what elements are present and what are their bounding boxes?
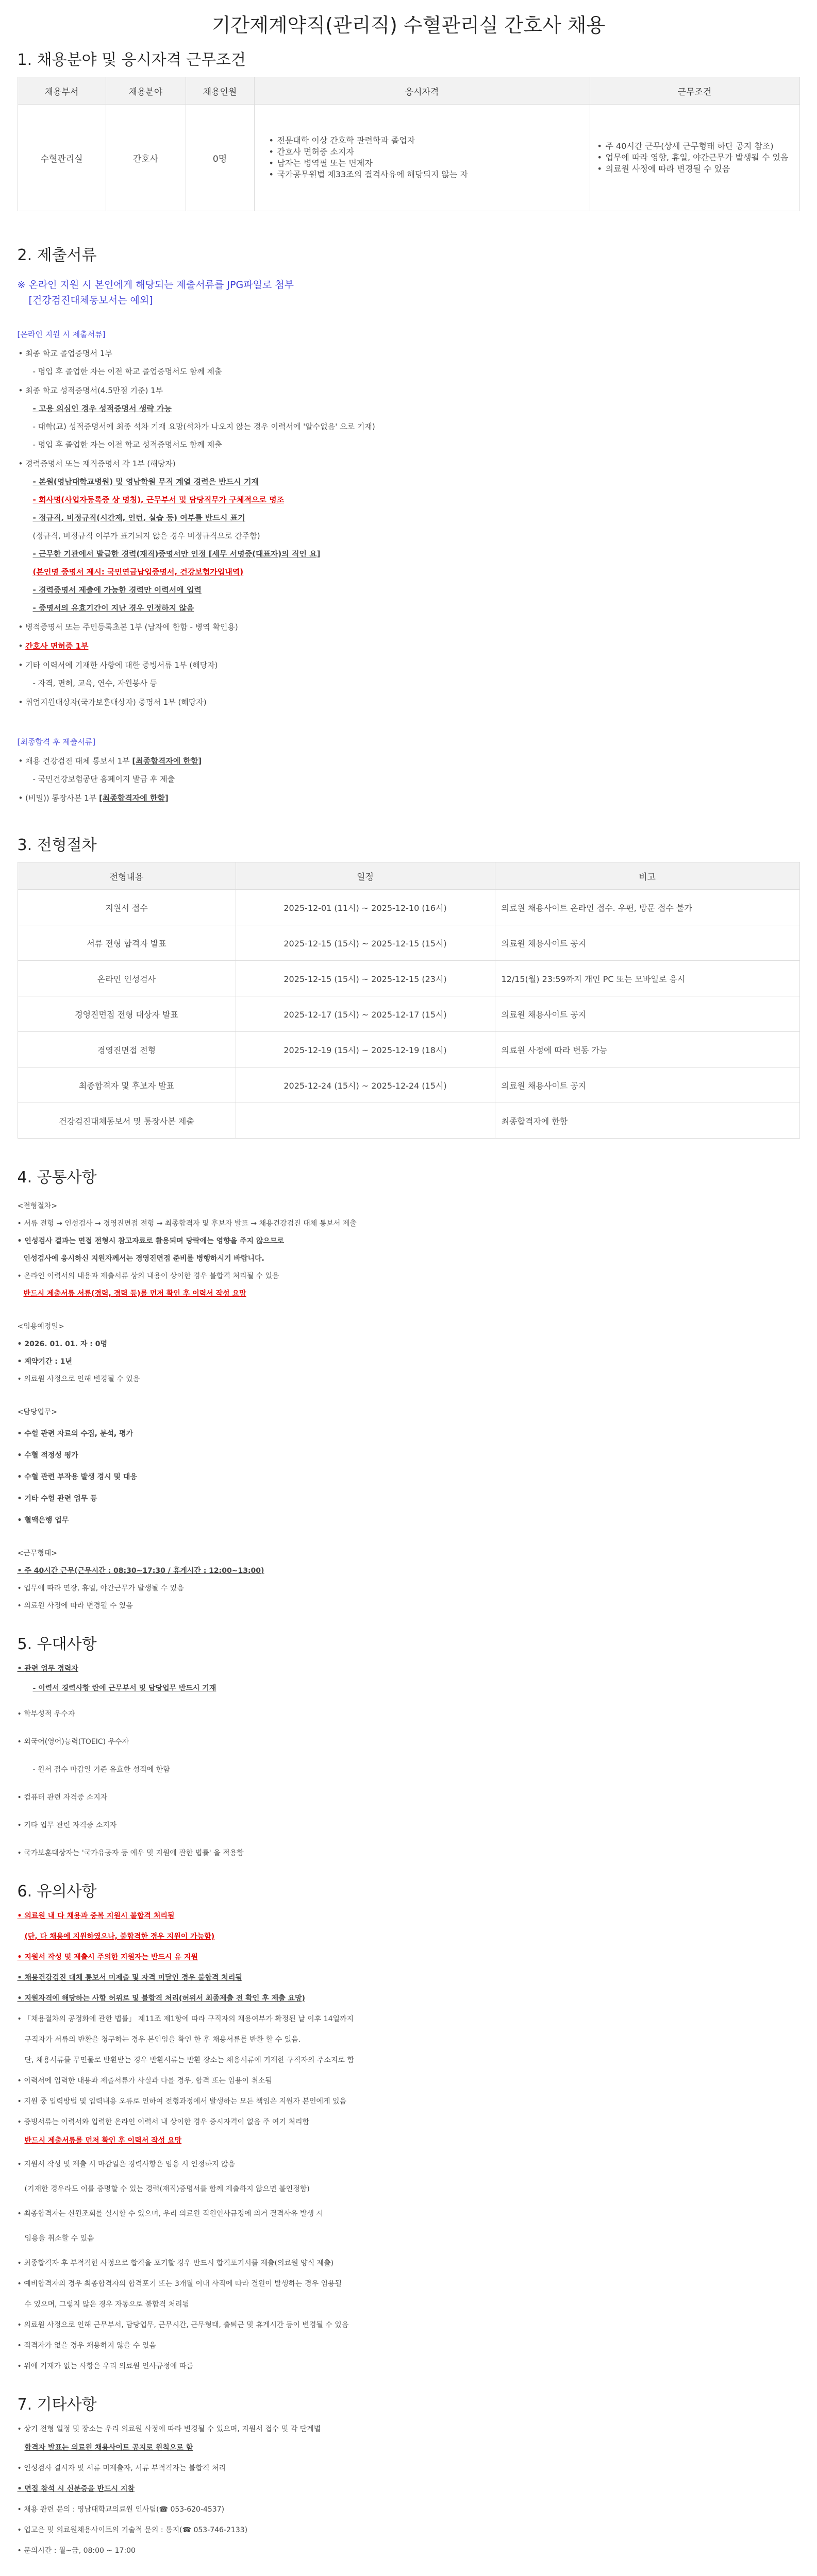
cell-date: [236, 1103, 495, 1139]
cell-note: 의료원 채용사이트 공지: [495, 996, 799, 1032]
page: [18, 0, 800, 2555]
list-item: • 기타 수혈 관련 업무 등: [17, 1495, 97, 1503]
preference-list: [18, 1663, 800, 1858]
cell-step: 온라인 인성검사: [18, 961, 236, 996]
list-subitem: 임용을 취소할 수 있음: [24, 2234, 94, 2243]
cell-note: 의료원 채용사이트 공지: [495, 925, 799, 961]
etc-list: [18, 2424, 800, 2555]
cell-step: 건강검진대체동보서 및 통장사본 제출: [18, 1103, 236, 1139]
cell-date: 2025-12-15 (15시) ~ 2025-12-15 (23시): [236, 961, 495, 996]
final-docs-list: [18, 755, 800, 803]
list-subitem: 반드시 제출서류를 먼저 확인 후 이력서 작성 요망: [24, 2137, 182, 2145]
list-item: • 외국어(영어)능력(TOEIC) 우수자: [17, 1738, 129, 1746]
cell-note: 의료원 채용사이트 공지: [495, 1067, 799, 1103]
list-subitem: (정규직, 비정규직 여부가 표기되지 않은 경우 비정규직으로 간주함): [32, 531, 260, 540]
section-process: [18, 832, 800, 1139]
list-subitem: 수 있으며, 그렇지 않은 경우 자동으로 불합격 처리됨: [24, 2300, 190, 2309]
list-item: • 최종 학교 성적증명서(4.5만점 기준) 1부: [18, 386, 163, 395]
list-item: • 병적증명서 또는 주민등록초본 1부 (남자에 한함 - 병역 확인용): [18, 622, 238, 632]
list-item: • 서류 전형 → 인성검사 → 경영진면접 전형 → 최종합격자 및 후보자 발표 → 채용건강검진 대체 통보서 제출: [17, 1219, 357, 1228]
list-item: • 증빙서류는 이력서와 입력한 온라인 이력서 내 상이한 경우 증시자격이 없음 주 여기 처리함: [17, 2118, 310, 2126]
list-subitem: - 증명서의 유효기간이 지난 경우 인정하지 않음: [32, 603, 194, 613]
list-subitem: - 원서 접수 마감일 기준 유효한 성적에 한함: [32, 1766, 170, 1774]
list-item: • 의료원 사정에 따라 변경될 수 있음: [596, 163, 793, 175]
notice-text: ※ 온라인 지원 시 본인에게 해당되는 제출서류를 JPG파일로 첨부: [17, 279, 294, 291]
list-subitem: - 정규직, 비정규직(시간제, 인턴, 실습 등) 여부를 반드시 표기: [32, 513, 245, 522]
table-row: [18, 1067, 799, 1103]
online-docs-list: [18, 348, 800, 707]
list-subitem: (단, 다 채용에 지원하였으나, 불합격한 경우 지원이 가능함): [24, 1933, 215, 1941]
table-row: [18, 1032, 799, 1067]
cell-note: 의료원 채용사이트 온라인 접수. 우편, 방문 접수 불가: [495, 890, 799, 925]
list-item: • 업고은 및 의료원채용사이트의 기술적 문의 : 통지(☎ 053-746-2133): [17, 2526, 248, 2534]
column-header: 전형내용: [18, 862, 236, 890]
column-header: 채용부서: [18, 77, 106, 105]
list-item: • 온라인 이력서의 내용과 제출서류 상의 내용이 상이한 경우 불합격 처리될 수 있음: [17, 1272, 279, 1280]
list-subitem: 단, 채용서류를 무면물로 반환받는 경우 반환서류는 반환 장소는 채용서류에 기재한 구직자의 주소지로 함: [24, 2056, 354, 2064]
list-item: • 지원자격에 해당하는 사항 허위로 및 불합격 처리(허위서 최종제출 전 확인 후 제출 요망): [17, 1994, 305, 2003]
list-item: • 주 40시간 근무(상세 근무형태 하단 공지 참조): [596, 141, 793, 152]
list-item: • 국가공무원법 제33조의 결격사유에 해당되지 않는 자: [268, 169, 583, 180]
table-row: [18, 961, 799, 996]
list-item: • 업무에 따라 연장, 휴일, 야간근무가 발생될 수 있음: [17, 1584, 184, 1592]
item-text: (비밀)) 통장사본 1부: [25, 793, 99, 803]
list-item: • 예비합격자의 경우 최종합격자의 합격포기 또는 3개월 이내 사직에 따라 결원이 발생하는 경우 임용될: [17, 2280, 342, 2288]
list-item: • 혈액은행 업무: [17, 1516, 69, 1524]
column-header: 비고: [495, 862, 799, 890]
notice-text: [건강검진대체동보서는 예외]: [28, 295, 153, 306]
list-item: • 간호사 면허증 1부: [18, 641, 89, 651]
section-common: [18, 1164, 800, 1611]
list-item: • 남자는 병역필 또는 면제자: [268, 158, 583, 169]
list-item: • 의료원 내 다 채용과 중복 지원시 불합격 처리됨: [17, 1912, 175, 1920]
cell-date: 2025-12-19 (15시) ~ 2025-12-19 (18시): [236, 1032, 495, 1067]
list-item: • 계약기간 : 1년: [17, 1358, 73, 1366]
list-item: • 채용 관련 문의 : 영남대학교의료원 인사팀(☎ 053-620-4537): [17, 2505, 225, 2514]
list-subitem: - 고용 의심인 경우 성적증명서 생략 가능: [32, 404, 172, 413]
list-item: • 채용 건강검진 대체 통보서 1부 [최종합격자에 한함]: [18, 756, 202, 766]
online-docs-header: [온라인 지원 시 제출서류]: [17, 330, 106, 339]
list-subitem: 구직자가 서류의 반환을 청구하는 경우 본인임을 확인 한 후 채용서류를 반환 할 수 있음.: [24, 2036, 301, 2044]
cell-step: 최종합격자 및 후보자 발표: [18, 1067, 236, 1103]
page-title: 기간제계약직(관리직) 수혈관리실 간호사 채용: [211, 14, 606, 37]
cell-date: 2025-12-24 (15시) ~ 2025-12-24 (15시): [236, 1067, 495, 1103]
upload-notice: [18, 277, 800, 308]
list-item: • 지원서 작성 및 제출 시 마감일은 경력사항은 임용 시 인정하지 않음: [17, 2160, 235, 2168]
process-table: [18, 862, 800, 1139]
recruit-table: [18, 77, 800, 211]
table-row: [18, 1103, 799, 1139]
list-item: • 컴퓨터 관련 자격증 소지자: [17, 1793, 108, 1802]
section-heading: 7. 기타사항: [17, 2396, 97, 2414]
item-note: [최종합격자에 한함]: [132, 756, 202, 766]
section-heading: 1. 채용분야 및 응시자격 근무조건: [17, 51, 246, 69]
item-text: 채용 건강검진 대체 통보서 1부: [25, 756, 132, 766]
cell-step: 서류 전형 합격자 발표: [18, 925, 236, 961]
table-row: [18, 105, 799, 211]
group-process: [18, 1200, 800, 1298]
list-subitem: - 경력증명서 제출에 가능한 경력만 이력서에 입력: [32, 585, 202, 595]
list-item: • 2026. 01. 01. 자 : 0명: [17, 1340, 107, 1348]
table-header-row: [18, 77, 799, 105]
group-start-date: [18, 1321, 800, 1384]
section-heading: 2. 제출서류: [17, 246, 97, 264]
cell-step: 경영진면접 전형: [18, 1032, 236, 1067]
list-item: • 전문대학 이상 간호학 관련학과 졸업자: [268, 135, 583, 146]
cell-note: 12/15(월) 23:59까지 개인 PC 또는 모바일로 응시: [495, 961, 799, 996]
section-documents: [18, 242, 800, 803]
list-item: • 이력서에 입력한 내용과 제출서류가 사실과 다를 경우, 합격 또는 임용이 취소됨: [17, 2077, 272, 2085]
final-docs-header: [최종합격 후 제출서류]: [17, 737, 96, 747]
cell-date: 2025-12-15 (15시) ~ 2025-12-15 (15시): [236, 925, 495, 961]
cell-step: 경영진면접 전형 대상자 발표: [18, 996, 236, 1032]
list-item: • 학부성적 우수자: [17, 1710, 75, 1718]
list-item: • 상기 전형 일정 및 장소는 우리 의료원 사정에 따라 변경될 수 있으며, 지원서 접수 및 각 단계별: [17, 2425, 321, 2433]
list-subitem: - 대학(교) 성적증명서에 최종 석차 기재 요망(석차가 나오지 않는 경우 이력서에 '알수없음' 으로 기재): [32, 422, 375, 431]
group-duties: [18, 1406, 800, 1525]
section-cautions: [18, 1878, 800, 2371]
cell-date: 2025-12-01 (11시) ~ 2025-12-10 (16시): [236, 890, 495, 925]
list-item: • 주 40시간 근무(근무시간 : 08:30~17:30 / 휴게시간 : 12:00~13:00): [17, 1567, 264, 1575]
item-text: 최종 학교 졸업증명서 1부: [25, 349, 112, 358]
list-item: • 문의시간 : 월~금, 08:00 ~ 17:00: [17, 2547, 136, 2555]
group-header: <임용예정일>: [17, 1323, 64, 1331]
list-item: • 기타 업무 관련 자격증 소지자: [17, 1821, 117, 1829]
list-item: • 지원 중 입력방법 및 입력내용 오류로 인하여 전형과정에서 발생하는 모든 책임은 지원자 본인에게 있음: [17, 2097, 347, 2106]
list-item: • 인성검사 결시자 및 서류 미제출자, 서류 부적격자는 불합격 처리: [17, 2464, 226, 2472]
list-item: • 적격자가 없을 경우 채용하지 않을 수 있음: [17, 2342, 156, 2350]
list-item: • 수혈 관련 자료의 수집, 분석, 평가: [17, 1430, 134, 1438]
list-item: • 최종합격자 후 부적격한 사정으로 합격을 포기할 경우 반드시 합격포기서를 제출(의료원 양식 제출): [17, 2259, 334, 2267]
list-subitem: 합격자 발표는 의료원 채용사이트 공지로 원칙으로 함: [24, 2444, 193, 2452]
list-item: • 수혈 적정성 평가: [17, 1451, 78, 1460]
table-row: [18, 890, 799, 925]
list-item: • (비밀)) 통장사본 1부 [최종합격자에 한함]: [18, 793, 169, 803]
column-header: 근무조건: [590, 77, 799, 105]
item-text: 최종 학교 성적증명서(4.5만점 기준) 1부: [25, 386, 163, 395]
list-item: • 경력증명서 또는 재직증명서 각 1부 (해당자): [18, 459, 176, 468]
list-item: • 의료원 사정으로 인해 변경될 수 있음: [17, 1375, 140, 1383]
section-recruit-field: [18, 47, 800, 211]
group-header: <근무형태>: [17, 1549, 58, 1557]
list-item: • 수혈 관련 부작용 발생 경시 및 대응: [17, 1473, 137, 1481]
list-subitem: (기재한 경우라도 이를 증명할 수 있는 경력(재직)증명서를 함께 제출하지 않으면 불인정함): [24, 2185, 310, 2193]
group-header: <담당업무>: [17, 1408, 58, 1416]
cell-note: 의료원 사정에 따라 변동 가능: [495, 1032, 799, 1067]
cell-step: 지원서 접수: [18, 890, 236, 925]
list-item: • 「채용절차의 공정화에 관한 법률」 제11조 제1항에 따라 구직자의 채용여부가 확정된 날 이후 14일까지: [17, 2015, 354, 2023]
list-item: • 취업지원대상자(국가보훈대상자) 증명서 1부 (해당자): [18, 698, 207, 707]
list-item: • 업무에 따라 영향, 휴일, 야간근무가 발생될 수 있음: [596, 152, 793, 163]
list-item: 반드시 제출서류 서류(경력, 경력 등)를 먼저 확인 후 이력서 작성 요망: [23, 1290, 246, 1298]
list-subitem: - 회사명(사업자등록증 상 명칭), 근무부서 및 담당직무가 구체적으로 명조: [32, 495, 285, 504]
cell-count: 0명: [186, 105, 254, 211]
cell-qualifications: [254, 105, 590, 211]
table-row: [18, 996, 799, 1032]
list-subitem: (본인명 증명서 제시: 국민연금납입증명서, 건강보험가입내역): [32, 567, 244, 577]
section-etc: [18, 2392, 800, 2555]
item-text: 취업지원대상자(국가보훈대상자) 증명서 1부 (해당자): [25, 698, 207, 707]
group-header: <전형절차>: [17, 1202, 58, 1210]
section-heading: 5. 우대사항: [17, 1635, 97, 1653]
group-work-type: [18, 1548, 800, 1611]
cell-note: 최종합격자에 한함: [495, 1103, 799, 1139]
list-item: • 최종합격자는 신원조회를 실시할 수 있으며, 우리 의료원 직원인사규정에 의거 결격사유 발생 시: [17, 2210, 324, 2218]
list-item: • 최종 학교 졸업증명서 1부: [18, 349, 112, 358]
section-heading: 6. 유의사항: [17, 1883, 97, 1901]
column-header: 채용분야: [106, 77, 186, 105]
list-subitem: - 근무한 기관에서 발급한 경력(재직)증명서만 인정 [세무 서명증(대표자)의 직인 요]: [32, 549, 321, 558]
list-subitem: - 이력서 경력사항 란에 근무부서 및 담당업무 반드시 기재: [32, 1684, 216, 1692]
cell-field: 간호사: [106, 105, 186, 211]
section-heading: 4. 공통사항: [17, 1168, 97, 1187]
list-item: • 의료원 사정으로 인해 근무부서, 담당업무, 근무시간, 근무형태, 출퇴근 및 휴게시간 등이 변경될 수 있음: [17, 2321, 349, 2329]
list-item: • 면접 참석 시 신분증을 반드시 지참: [17, 2485, 135, 2493]
list-subitem: - 명입 후 졸업한 자는 이전 학교 졸업증명서도 함께 제출: [32, 367, 222, 376]
cautions-list: [18, 1910, 800, 2371]
column-header: 응시자격: [254, 77, 590, 105]
cell-date: 2025-12-17 (15시) ~ 2025-12-17 (15시): [236, 996, 495, 1032]
list-subitem: - 명입 후 졸업한 자는 이전 학교 성적증명서도 함께 제출: [32, 440, 222, 449]
list-item: • 의료원 사정에 따라 변경될 수 있음: [17, 1602, 133, 1610]
column-header: 채용인원: [186, 77, 254, 105]
list-item: • 관련 업무 경력자: [17, 1665, 78, 1673]
list-item: • 국가보훈대상자는 '국가유공자 등 예우 및 지원에 관한 법률' 을 적용함: [17, 1849, 244, 1857]
list-subitem: - 본원(영남대학교병원) 및 영남학원 무직 계열 경력은 반드시 기재: [32, 477, 259, 486]
list-item: 인성검사에 응시하신 지원자께서는 경영진면접 준비를 병행하시기 바랍니다.: [23, 1255, 264, 1263]
list-item: • 지원서 작성 및 제출시 주의한 지원자는 반드시 유 지원: [17, 1953, 198, 1961]
table-header-row: [18, 862, 799, 890]
item-text: 병적증명서 또는 주민등록초본 1부 (남자에 한함 - 병역 확인용): [25, 622, 238, 632]
item-note: [최종합격자에 한함]: [98, 793, 169, 803]
list-subitem: - 국민건강보험공단 홈페이지 발급 후 제출: [32, 774, 175, 784]
cell-dept: 수혈관리실: [18, 105, 106, 211]
list-item: • 위에 기재가 없는 사항은 우리 의료원 인사규정에 따름: [17, 2362, 193, 2370]
list-item: • 간호사 면허증 소지자: [268, 146, 583, 158]
section-heading: 3. 전형절차: [17, 836, 97, 854]
list-item: • 기타 이력서에 기재한 사항에 대한 증빙서류 1부 (해당자): [18, 660, 218, 670]
list-item: • 인성검사 결과는 면접 전형시 참고자료로 활용되며 당락에는 영향을 주지 않으므로: [17, 1237, 285, 1245]
column-header: 일정: [236, 862, 495, 890]
item-text: 간호사 면허증 1부: [25, 641, 89, 651]
item-text: 경력증명서 또는 재직증명서 각 1부 (해당자): [25, 459, 176, 468]
item-text: 기타 이력서에 기재한 사항에 대한 증빙서류 1부 (해당자): [25, 660, 218, 670]
table-row: [18, 925, 799, 961]
cell-conditions: [590, 105, 799, 211]
list-subitem: - 자격, 면허, 교육, 연수, 자원봉사 등: [32, 679, 157, 688]
list-item: • 채용건강검진 대체 통보서 미제출 및 자격 미달인 경우 불합격 처리됨: [17, 1974, 242, 1982]
section-preference: [18, 1631, 800, 1858]
